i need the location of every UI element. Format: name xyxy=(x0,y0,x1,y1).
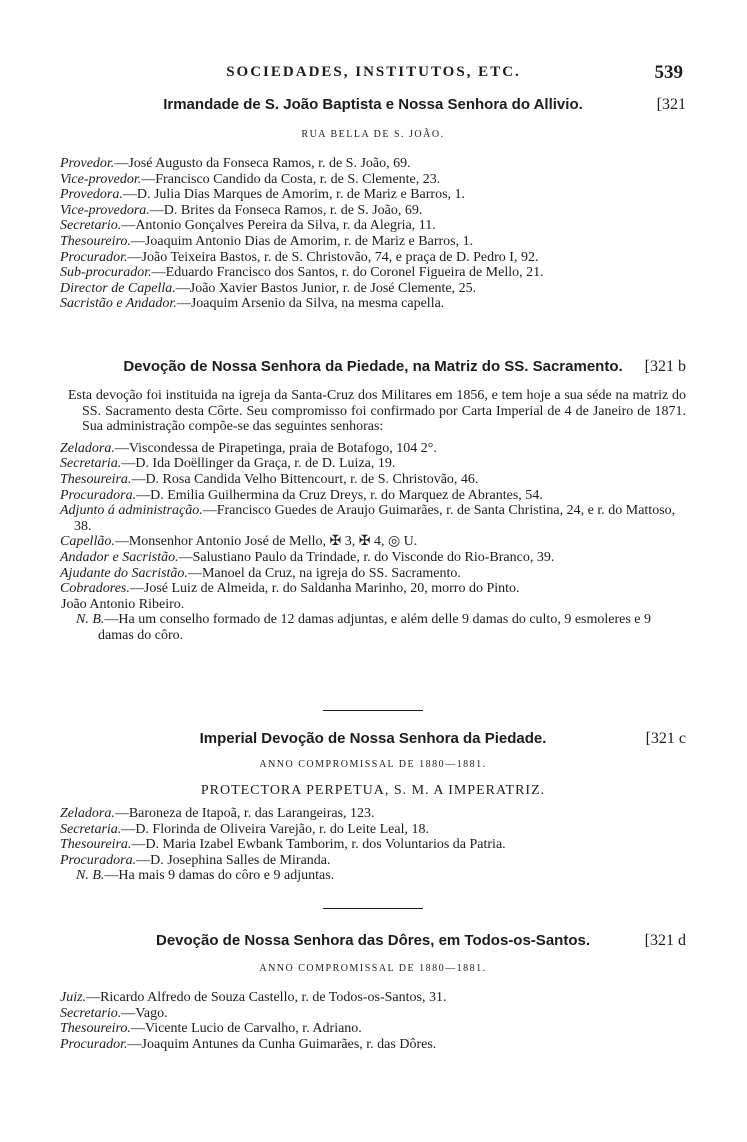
officer-role: Capellão. xyxy=(60,534,115,550)
officer-entry xyxy=(60,296,686,312)
officer-entry xyxy=(60,581,686,597)
officer-detail: —D. Emilia Guilhermina da Cruz Dreys, r. do Marquez de Abrantes, 54. xyxy=(136,487,543,503)
officer-entry xyxy=(60,472,686,488)
officer-entry-continued: João Antonio Ribeiro. xyxy=(61,596,185,612)
section-divider xyxy=(323,710,423,711)
officer-detail: —Antonio Gonçalves Pereira da Silva, r. da Alegria, 11. xyxy=(121,218,436,234)
officer-detail: —D. Josephina Salles de Miranda. xyxy=(136,852,331,868)
officer-detail: —José Luiz de Almeida, r. do Saldanha Marinho, 20, morro do Pinto. xyxy=(129,581,520,597)
section-code: [321 xyxy=(656,96,686,113)
officer-detail: —José Augusto da Fonseca Ramos, r. de S. João, 69. xyxy=(114,156,411,171)
officer-entry xyxy=(60,990,686,1006)
officer-entry xyxy=(60,1037,686,1053)
page-number: 539 xyxy=(654,62,683,83)
officer-detail: —Baroneza de Itapoã, r. das Larangeiras, 123. xyxy=(114,806,375,821)
section-devocao-dores xyxy=(60,930,686,1052)
officer-entry xyxy=(60,441,686,457)
section-title xyxy=(60,930,686,952)
officer-detail: —D. Maria Izabel Ewbank Tamborim, r. dos Voluntarios da Patria. xyxy=(131,837,506,853)
nota-bene xyxy=(60,612,686,643)
officer-role: Cobradores. xyxy=(60,581,130,597)
officer-entry xyxy=(60,550,686,566)
officer-detail: —Joaquim Antunes da Cunha Guimarães, r. das Dôres. xyxy=(127,1036,437,1052)
section-address: RUA BELLA DE S. JOÃO. xyxy=(301,129,445,140)
officer-detail: —João Xavier Bastos Junior, r. de José Clemente, 25. xyxy=(175,280,477,296)
section-code: [321 b xyxy=(644,358,686,375)
officer-role: Thesoureira. xyxy=(60,471,132,487)
officer-detail: —D. Ida Doëllinger da Graça, r. de D. Luiza, 19. xyxy=(121,456,396,472)
protector-line: PROTECTORA PERPETUA, S. M. A IMPERATRIZ. xyxy=(200,783,546,798)
officer-role: Sacristão e Andador. xyxy=(60,296,177,312)
officer-detail: —Vago. xyxy=(121,1005,168,1021)
section-title xyxy=(60,728,686,750)
officer-entry xyxy=(60,265,686,281)
officer-detail: —D. Julia Dias Marques de Amorim, r. de Mariz e Barros, 1. xyxy=(122,187,466,203)
compromissal-year: ANNO COMPROMISSAL DE 1880—1881. xyxy=(259,963,487,974)
officer-detail: —Vicente Lucio de Carvalho, r. Adriano. xyxy=(130,1021,362,1037)
officer-entry xyxy=(60,534,686,550)
section-title-text: Irmandade de S. João Baptista e Nossa Senhora do Allivio. xyxy=(163,96,583,113)
officer-role: Thesoureira. xyxy=(60,837,132,853)
officer-role: Zeladora. xyxy=(60,440,115,456)
officer-detail: —João Teixeira Bastos, r. de S. Christovão, 74, e praça de D. Pedro I, 92. xyxy=(127,249,539,265)
officer-role: Procuradora. xyxy=(60,487,137,503)
officer-list xyxy=(60,441,686,644)
nota-bene-label: N. B. xyxy=(76,868,105,884)
officer-role: Director de Capella. xyxy=(60,280,176,296)
officer-entry xyxy=(60,1006,686,1022)
officer-detail: —Monsenhor Antonio José de Mello, ✠ 3, ✠ 4, ◎ U. xyxy=(114,534,418,550)
officer-role: Sub-procurador. xyxy=(60,265,152,281)
officer-entry xyxy=(60,172,686,188)
officer-list xyxy=(60,990,686,1052)
officer-role: Vice-provedora. xyxy=(60,202,150,218)
officer-detail: —D. Brites da Fonseca Ramos, r. de S. João, 69. xyxy=(149,202,423,218)
nota-bene-text: —Ha um conselho formado de 12 damas adjuntas, e além delle 9 damas do culto, 9 esmoleres e 9 damas do côro. xyxy=(98,612,652,643)
officer-role: Provedor. xyxy=(60,156,115,171)
officer-entry xyxy=(60,822,686,838)
officer-role: Ajudante do Sacristão. xyxy=(60,565,188,581)
nota-bene-text: —Ha mais 9 damas do côro e 9 adjuntas. xyxy=(104,868,335,884)
officer-role: Vice-provedor. xyxy=(60,171,142,187)
officer-detail: —Viscondessa de Pirapetinga, praia de Botafogo, 104 2°. xyxy=(114,440,437,456)
nota-bene-label: N. B. xyxy=(76,612,105,628)
running-head xyxy=(0,62,747,86)
officer-role: Procuradora. xyxy=(60,852,137,868)
officer-role: Secretario. xyxy=(60,1005,122,1021)
officer-list xyxy=(60,156,686,312)
officer-entry xyxy=(60,250,686,266)
section-title-text: Devoção de Nossa Senhora da Piedade, na Matriz do SS. Sacramento. xyxy=(123,358,623,375)
officer-entry xyxy=(60,488,686,504)
nota-bene xyxy=(60,868,686,884)
officer-entry xyxy=(60,156,686,172)
officer-entry xyxy=(60,806,686,822)
officer-list xyxy=(60,806,686,884)
section-code: [321 c xyxy=(645,730,686,747)
officer-role: Thesoureiro. xyxy=(60,233,131,249)
officer-entry xyxy=(60,1021,686,1037)
officer-role: Juiz. xyxy=(60,990,87,1005)
officer-detail: —Ricardo Alfredo de Souza Castello, r. de Todos-os-Santos, 31. xyxy=(86,990,447,1005)
officer-entry xyxy=(60,234,686,250)
section-title xyxy=(60,94,686,116)
officer-entry xyxy=(60,853,686,869)
section-title-text: Imperial Devoção de Nossa Senhora da Piedade. xyxy=(199,730,547,747)
officer-role: Provedora. xyxy=(60,187,123,203)
officer-detail: —Francisco Candido da Costa, r. de S. Clemente, 23. xyxy=(141,171,441,187)
section-imperial-devocao-piedade xyxy=(60,728,686,884)
officer-entry xyxy=(60,187,686,203)
section-title-text: Devoção de Nossa Senhora das Dôres, em Todos-os-Santos. xyxy=(155,932,590,949)
section-irmandade-sao-joao xyxy=(60,94,686,312)
officer-detail: —Manoel da Cruz, na igreja do SS. Sacramento. xyxy=(187,565,461,581)
officer-role: Secretaria. xyxy=(60,821,122,837)
officer-entry xyxy=(60,281,686,297)
officer-role: Procurador. xyxy=(60,249,128,265)
officer-entry xyxy=(60,203,686,219)
compromissal-year: ANNO COMPROMISSAL DE 1880—1881. xyxy=(259,759,487,770)
officer-detail: —Francisco Guedes de Araujo Guimarães, r. de Santa Christina, 24, e r. do Mattoso, 38. xyxy=(74,503,676,534)
officer-detail: —Salustiano Paulo da Trindade, r. do Visconde do Rio-Branco, 39. xyxy=(178,549,555,565)
officer-detail: —Eduardo Francisco dos Santos, r. do Coronel Figueira de Mello, 21. xyxy=(151,265,544,281)
section-devocao-piedade-matriz xyxy=(60,356,686,644)
officer-detail: —Joaquim Arsenio da Silva, na mesma capella. xyxy=(176,296,445,312)
officer-detail: —Joaquim Antonio Dias de Amorim, r. de Mariz e Barros, 1. xyxy=(130,233,474,249)
officer-entry xyxy=(60,218,686,234)
section-title xyxy=(60,356,686,378)
officer-entry xyxy=(60,456,686,472)
officer-entry xyxy=(60,503,686,534)
officer-detail: —D. Rosa Candida Velho Bittencourt, r. de S. Christovão, 46. xyxy=(131,471,479,487)
officer-role: Secretario. xyxy=(60,218,122,234)
officer-role: Thesoureiro. xyxy=(60,1021,131,1037)
officer-role: Procurador. xyxy=(60,1036,128,1052)
officer-role: Adjunto á administração. xyxy=(60,503,203,519)
section-code: [321 d xyxy=(644,932,686,949)
officer-role: Andador e Sacristão. xyxy=(60,549,179,565)
section-intro: Esta devoção foi instituida na igreja da Santa-Cruz dos Militares em 1856, e tem hoje a sua séde na matriz do SS. Sacramento desta Côrte. Seu compromisso foi confirmado por Carta Imperial de 4 de Janeiro de 1871. Sua administração compõe-se das seguintes senhoras: xyxy=(68,388,686,435)
running-head-title: SOCIEDADES, INSTITUTOS, ETC. xyxy=(226,64,521,80)
officer-detail: —D. Florinda de Oliveira Varejão, r. do Leite Leal, 18. xyxy=(121,821,429,837)
officer-role: Zeladora. xyxy=(60,806,115,821)
officer-role: Secretaria. xyxy=(60,456,122,472)
officer-entry xyxy=(60,566,686,582)
section-divider xyxy=(323,908,423,909)
officer-entry xyxy=(60,837,686,853)
